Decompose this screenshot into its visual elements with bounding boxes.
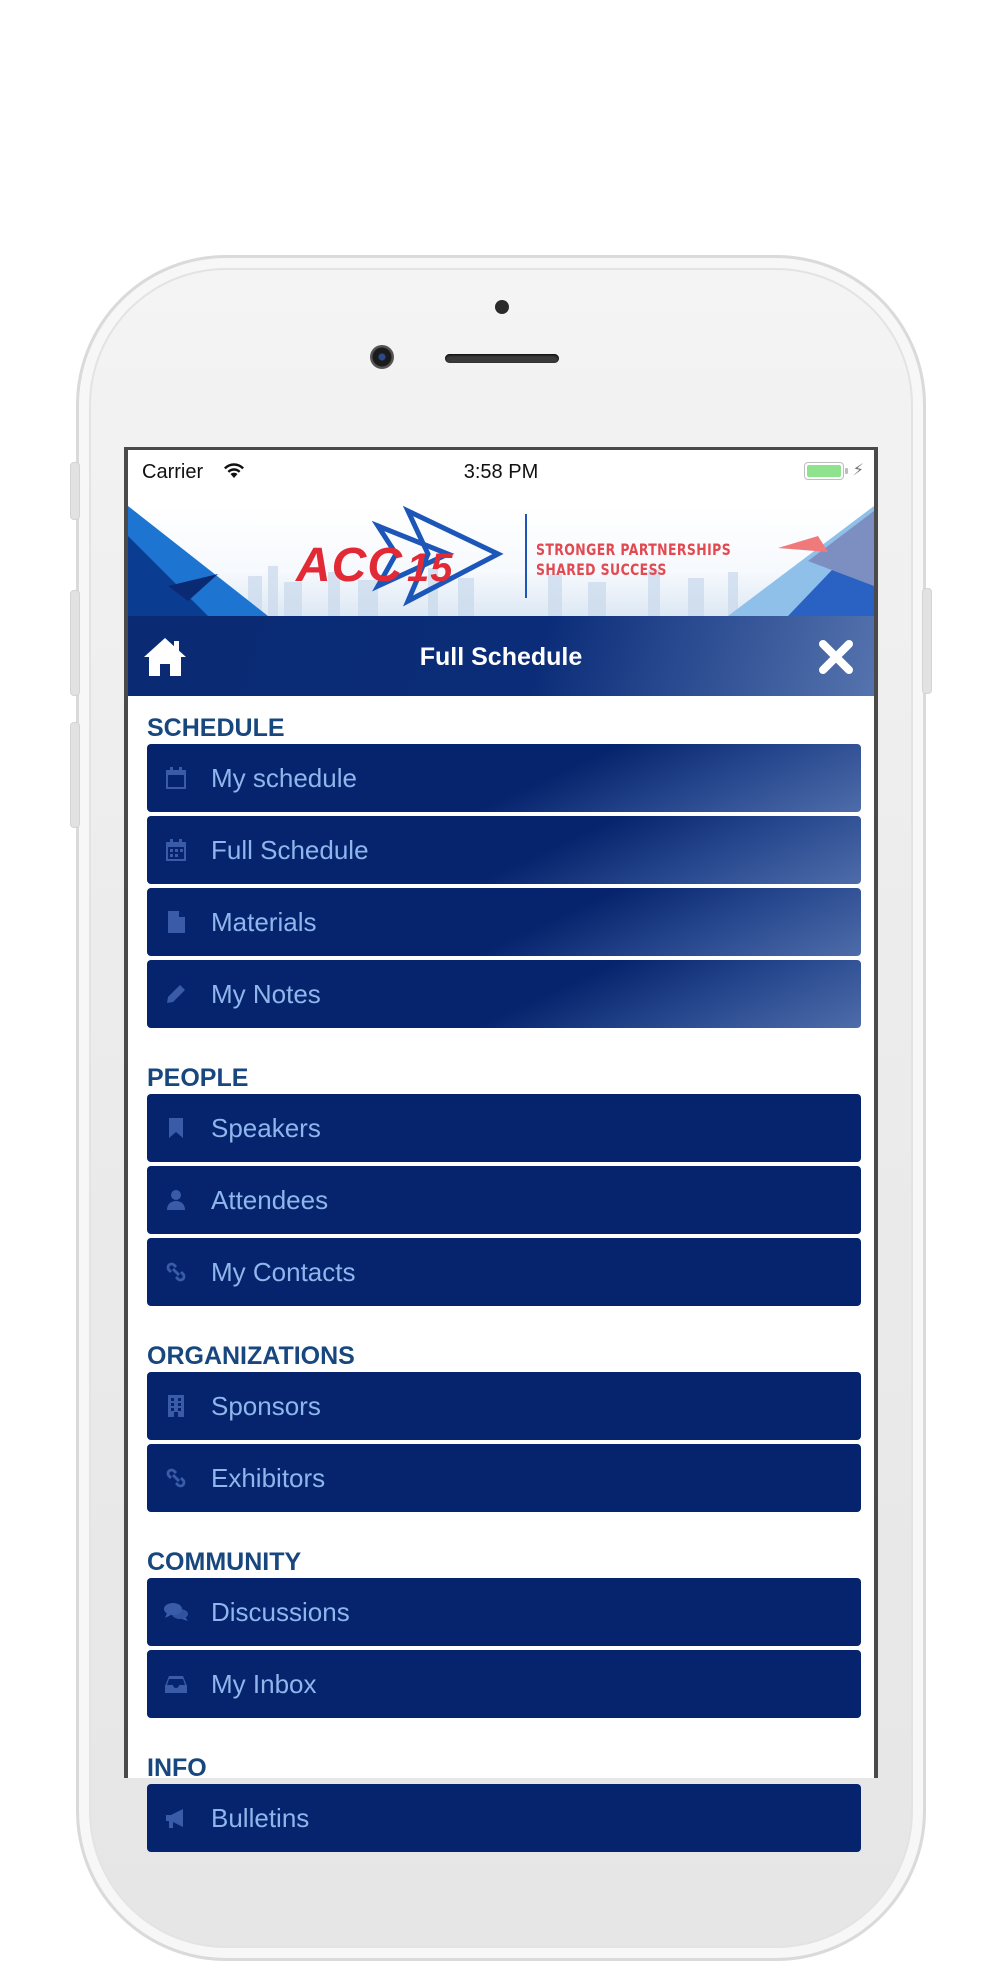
link-icon	[161, 1257, 191, 1287]
close-icon[interactable]	[818, 639, 854, 675]
banner-graphic	[128, 506, 874, 616]
logo-text: ACC 15	[296, 539, 454, 592]
volume-up-button	[70, 590, 80, 696]
bookmark-icon	[161, 1113, 191, 1143]
front-camera	[370, 345, 394, 369]
pencil-icon	[161, 979, 191, 1009]
menu-item-materials[interactable]	[147, 888, 861, 956]
carrier-label: Carrier	[142, 461, 204, 483]
menu-item-label: Bulletins	[211, 1802, 310, 1833]
menu-item-exhibitors[interactable]	[147, 1444, 861, 1512]
menu-item-label: My schedule	[211, 762, 357, 793]
section-title-schedule: SCHEDULE	[147, 714, 285, 742]
menu-item-label: Exhibitors	[211, 1462, 326, 1493]
section-title-people: PEOPLE	[147, 1064, 249, 1092]
menu-item-attendees[interactable]	[147, 1166, 861, 1234]
calendar-grid-icon	[161, 835, 191, 865]
calendar-icon	[161, 763, 191, 793]
menu-item-my-contacts[interactable]	[147, 1238, 861, 1306]
menu-item-label: Attendees	[211, 1184, 329, 1215]
page-title: Full Schedule	[419, 643, 583, 671]
earpiece-speaker	[445, 354, 559, 363]
logo-divider	[525, 514, 527, 598]
chat-icon	[161, 1597, 191, 1627]
menu-item-label: Materials	[211, 906, 317, 937]
header-bar	[128, 616, 874, 696]
status-time: 3:58 PM	[463, 461, 539, 483]
megaphone-icon	[161, 1803, 191, 1833]
user-icon	[161, 1185, 191, 1215]
menu-item-my-inbox[interactable]	[147, 1650, 861, 1718]
app-screen	[124, 447, 878, 1833]
menu-item-label: Discussions	[211, 1596, 350, 1627]
section-title-organizations: ORGANIZATIONS	[147, 1342, 355, 1370]
tagline: STRONGER PARTNERSHIPS SHARED SUCCESS	[536, 540, 732, 579]
mute-switch	[70, 462, 80, 520]
menu-item-label: Sponsors	[211, 1390, 321, 1421]
building-icon	[161, 1391, 191, 1421]
menu-item-label: Full Schedule	[211, 834, 369, 865]
power-button	[922, 588, 932, 694]
side-menu	[147, 696, 861, 1856]
menu-item-discussions[interactable]	[147, 1578, 861, 1646]
menu-item-sponsors[interactable]	[147, 1372, 861, 1440]
section-title-info: INFO	[147, 1754, 207, 1782]
menu-item-my-notes[interactable]	[147, 960, 861, 1028]
section-title-community: COMMUNITY	[147, 1548, 302, 1576]
charging-bolt-icon: ⚡	[852, 462, 864, 479]
proximity-sensor	[495, 300, 509, 314]
menu-item-full-schedule[interactable]	[147, 816, 861, 884]
event-banner	[128, 506, 874, 616]
link-icon	[161, 1463, 191, 1493]
inbox-icon	[161, 1669, 191, 1699]
volume-down-button	[70, 722, 80, 828]
status-bar	[128, 450, 874, 490]
menu-item-label: My Contacts	[211, 1256, 356, 1287]
menu-item-label: My Notes	[211, 978, 321, 1009]
document-icon	[161, 907, 191, 937]
menu-item-label: My Inbox	[211, 1668, 317, 1699]
battery-icon	[804, 462, 844, 480]
menu-item-bulletins[interactable]	[147, 1784, 861, 1852]
menu-item-label: Speakers	[211, 1112, 321, 1143]
menu-item-speakers[interactable]	[147, 1094, 861, 1162]
menu-item-my-schedule[interactable]	[147, 744, 861, 812]
